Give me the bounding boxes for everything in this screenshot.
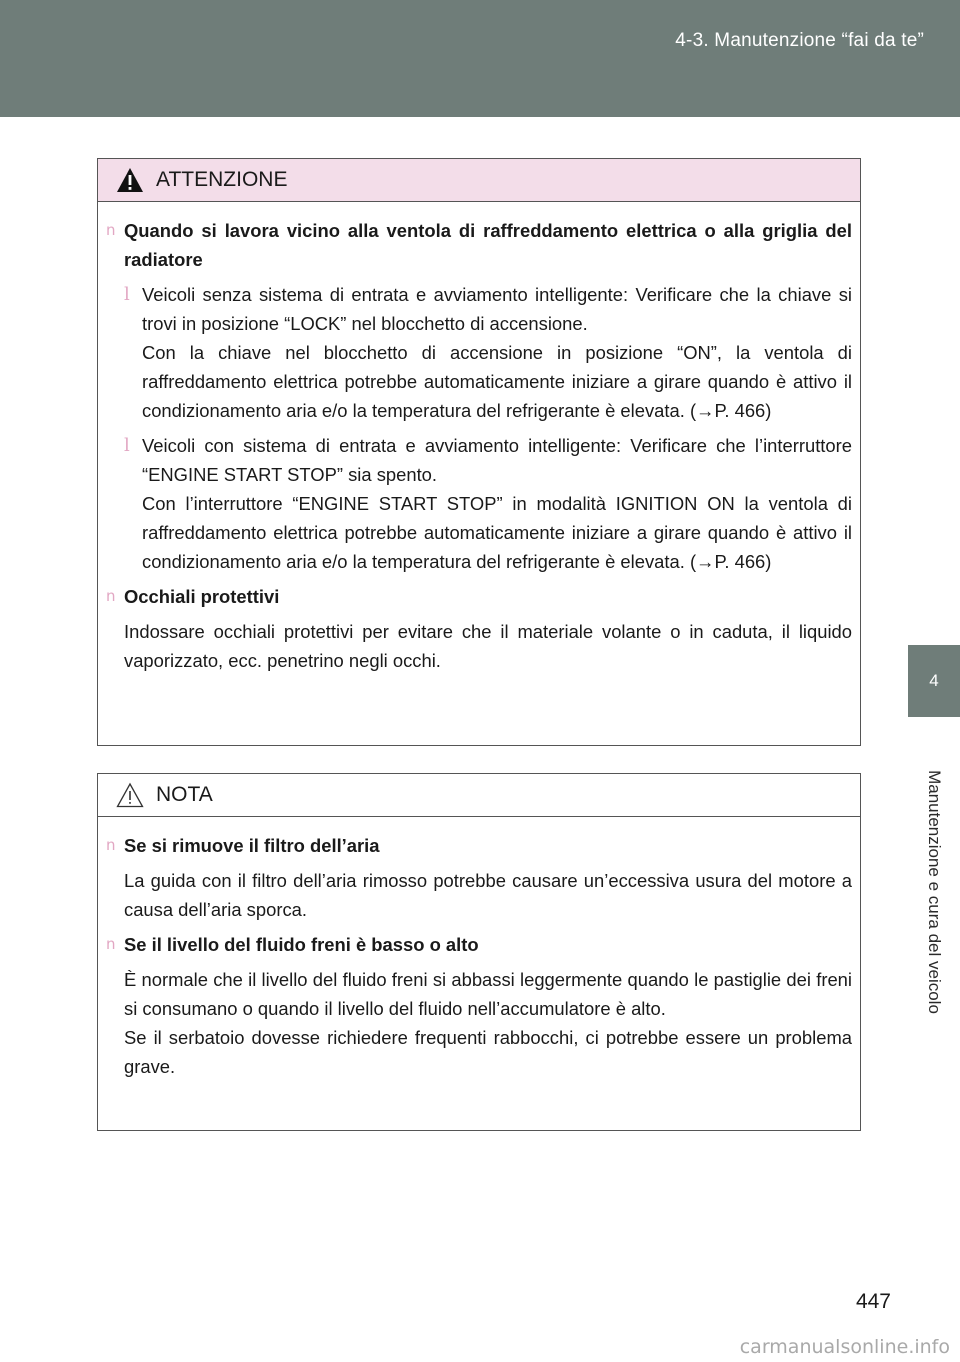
warning-bullet-1-line-1: Veicoli senza sistema di entrata e avviamento intelligente: Verificare che la chiave si trovi in posizione “LOCK” nel blocchetto di accensione. [142,284,852,334]
warning-section-1 [106,216,852,274]
warning-section-2 [106,582,852,611]
notice-section-2-line-2: Se il serbatoio dovesse richiedere frequenti rabbocchi, ci potrebbe essere un problema grave. [124,1027,852,1077]
watermark: carmanualsonline.info [739,1336,950,1358]
warning-bullet-2-line-1: Veicoli con sistema di entrata e avviamento intelligente: Verificare che l’interruttore “ENGINE START STOP” sia spento. [142,435,852,485]
bullet-marker: l [124,435,130,456]
section-title: 4-3. Manutenzione “fai da te” [675,30,924,51]
notice-box [97,773,861,1131]
notice-section-1-title: Se si rimuove il filtro dell’aria [124,835,380,856]
warning-section-2-title: Occhiali protettivi [124,586,280,607]
warning-body [98,202,860,675]
warning-bullet-1 [124,280,852,425]
notice-section-2-title: Se il livello del fluido freni è basso o alto [124,934,479,955]
warning-section-2-text: Indossare occhiali protettivi per evitare che il materiale volante o in caduta, il liquido vaporizzato, ecc. penetrino negli occhi. [124,621,852,671]
page-header [0,0,960,117]
notice-section-1-text: La guida con il filtro dell’aria rimosso potrebbe causare un’eccessiva usura del motore a causa dell’aria sporca. [124,870,852,920]
notice-header [98,774,860,817]
section-marker: n [106,836,116,854]
notice-section-2-line-1: È normale che il livello del fluido freni si abbassi leggermente quando le pastiglie dei freni si consumano o quando il livello del fluido nell’accumulatore è alto. [124,969,852,1019]
chapter-tab-number: 4 [908,645,960,717]
notice-section-1 [106,831,852,860]
warning-bullet-2 [124,431,852,576]
caution-outline-icon [116,782,144,808]
notice-body [98,817,860,1081]
chapter-tab-label: Manutenzione e cura del veicolo [925,770,944,1014]
warning-header [98,159,860,202]
warning-title: ATTENZIONE [156,168,288,191]
notice-section-2 [106,930,852,959]
warning-box [97,158,861,746]
page-number: 447 [855,1290,891,1313]
section-marker: n [106,221,116,239]
warning-bullet-2-line-2: Con l’interruttore “ENGINE START STOP” in modalità IGNITION ON la ventola di raffreddamento elettrica potrebbe automaticamente iniziare a girare quando è attivo il condizionamento aria e/o la temperatura del refrigerante è elevata. (→P. 466) [142,493,852,572]
warning-bullet-1-line-2: Con la chiave nel blocchetto di accensione in posizione “ON”, la ventola di raffreddamento elettrica potrebbe automaticamente iniziare a girare quando è attivo il condizionamento aria e/o la temperatura del refrigerante è elevata. (→P. 466) [142,342,852,421]
notice-title: NOTA [156,783,213,806]
section-marker: n [106,587,116,605]
warning-triangle-icon [116,167,144,193]
notice-section-2-text [124,965,852,1081]
warning-section-1-title: Quando si lavora vicino alla ventola di raffreddamento elettrica o alla griglia del radiatore [124,220,852,270]
bullet-marker: l [124,284,130,305]
section-marker: n [106,935,116,953]
